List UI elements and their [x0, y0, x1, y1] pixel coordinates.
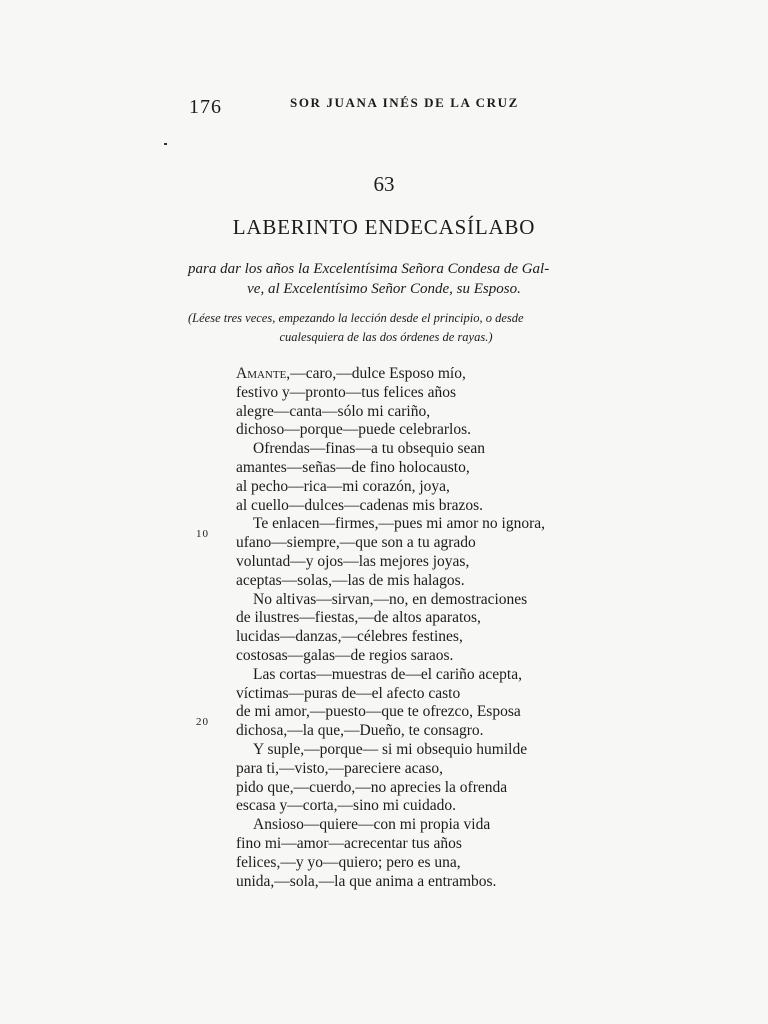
verse-line: lucidas—danzas,—célebres festines, [236, 628, 463, 646]
dedication-line: ve, al Excelentísimo Señor Conde, su Esposo. [247, 281, 521, 297]
poem-dedication [188, 259, 580, 299]
verse-line [236, 365, 545, 384]
opening-line-rest: —caro,—dulce Esposo mío, [290, 365, 466, 382]
verse-line: al pecho—rica—mi corazón, joya, [236, 477, 450, 495]
poem-number: 63 [373, 172, 395, 196]
verse-line: Las cortas—muestras de—el cariño acepta, [253, 665, 522, 683]
verse-line: aceptas—solas,—las de mis halagos. [236, 571, 465, 589]
page-number: 176 [189, 96, 222, 118]
verse-line: para ti,—visto,—pareciere acaso, [236, 759, 444, 777]
verse-line: costosas—galas—de regios saraos. [236, 646, 454, 664]
poem-body [236, 365, 545, 891]
line-number-20: 20 [196, 716, 209, 728]
poem-title: LABERINTO ENDECASÍLABO [232, 215, 536, 239]
verse-line: víctimas—puras de—el afecto casto [236, 684, 461, 702]
reading-instructions [188, 309, 584, 347]
verse-line: dichoso—porque—puede celebrarlos. [236, 421, 472, 439]
verse-line: felices,—y yo—quiero; pero es una, [236, 853, 461, 871]
verse-line: voluntad—y ojos—las mejores joyas, [236, 552, 470, 570]
verse-line: Ansioso—quiere—con mi propia vida [253, 816, 491, 834]
verse-line: fino mi—amor—acrecentar tus años [236, 834, 462, 852]
verse-line: al cuello—dulces—cadenas mis brazos. [236, 496, 484, 514]
instruction-line: cualesquiera de las dos órdenes de rayas.) [279, 330, 493, 344]
verse-line: ufano—siempre,—que son a tu agrado [236, 534, 476, 552]
line-number-10: 10 [196, 528, 209, 540]
verse-line: amantes—señas—de fino holocausto, [236, 458, 470, 476]
dedication-line: para dar los años la Excelentísima Señora Condesa de Gal- [188, 261, 550, 277]
verse-line: Y suple,—porque— si mi obsequio humilde [253, 740, 528, 758]
verse-line: de ilustres—fiestas,—de altos aparatos, [236, 609, 481, 627]
opening-word: Amante, [236, 365, 291, 382]
verse-line: pido que,—cuerdo,—no aprecies la ofrenda [236, 778, 508, 796]
verse-line: festivo y—pronto—tus felices años [236, 383, 456, 401]
instruction-line: (Léese tres veces, empezando la lección desde el principio, o desde [188, 311, 524, 325]
stray-ink-mark [164, 143, 167, 145]
verse-line: escasa y—corta,—sino mi cuidado. [236, 797, 456, 815]
verse-line: dichosa,—la que,—Dueño, te consagro. [236, 722, 484, 740]
verse-line: No altivas—sirvan,—no, en demostraciones [253, 590, 528, 608]
verse-line: de mi amor,—puesto—que te ofrezco, Esposa [236, 703, 521, 721]
verse-line: Te enlacen—firmes,—pues mi amor no ignora, [253, 515, 546, 533]
verse-line: Ofrendas—finas—a tu obsequio sean [253, 440, 486, 458]
running-head: SOR JUANA INÉS DE LA CRUZ [290, 95, 519, 110]
verse-line: alegre—canta—sólo mi cariño, [236, 402, 431, 420]
verse-line: unida,—sola,—la que anima a entrambos. [236, 872, 497, 890]
